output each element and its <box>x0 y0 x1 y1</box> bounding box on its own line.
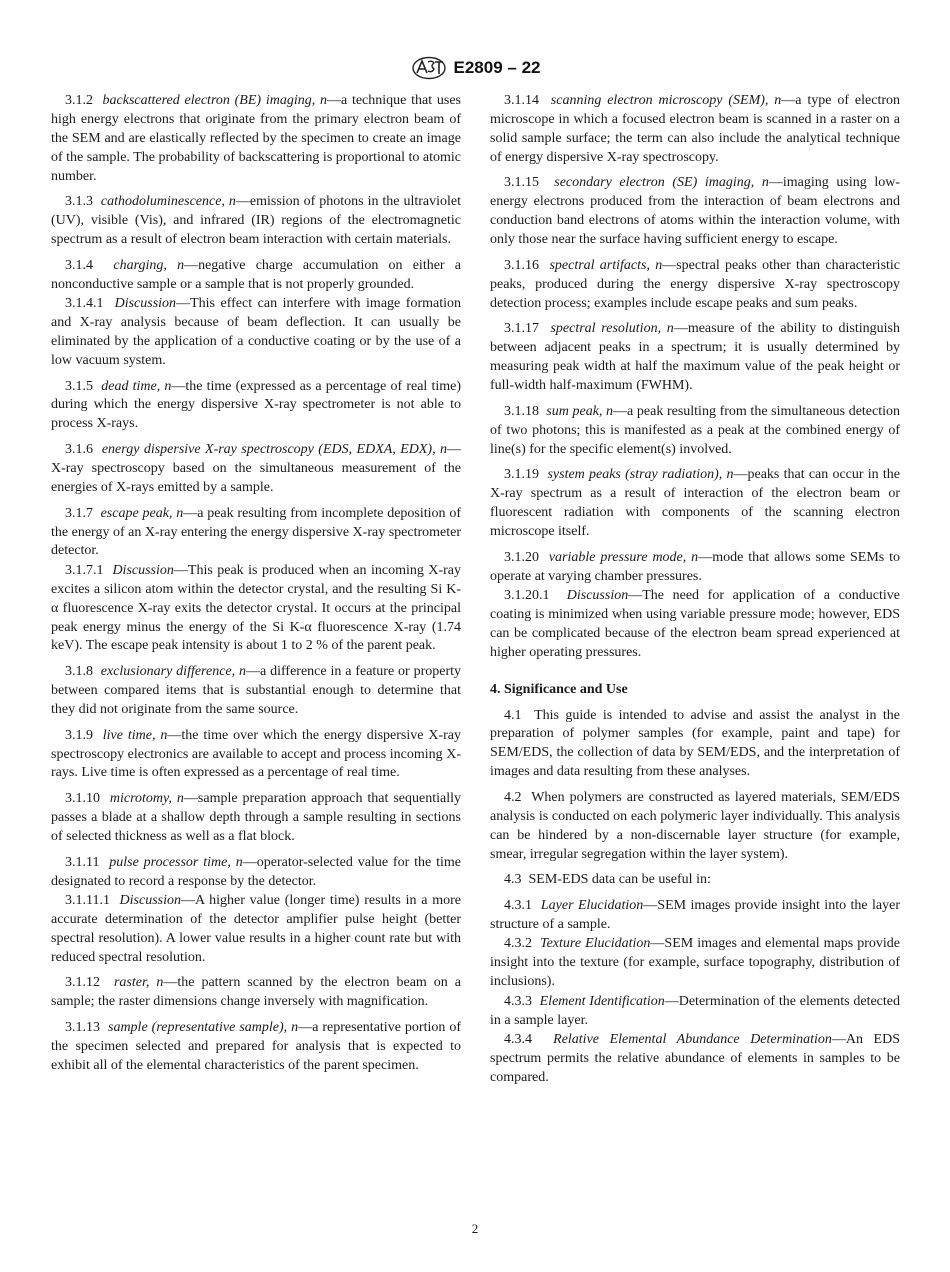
definition-paragraph <box>490 320 900 396</box>
definition-paragraph <box>490 935 900 992</box>
definition-paragraph <box>51 892 461 968</box>
definition-paragraph <box>51 257 461 295</box>
defined-term: sample (representative sample), n <box>108 1020 299 1036</box>
definition-paragraph <box>51 378 461 435</box>
definition-paragraph <box>51 854 461 892</box>
definition-text: This guide is intended to advise and assist the analyst in the preparation of polymer samples (for example, paint and tape) for SEM/EDS, the collection of data by SEM/EDS, and the interpretation of images and data resulting from these analyses. <box>490 707 901 780</box>
section-number: 3.1.8 <box>65 664 93 680</box>
definition-paragraph <box>490 587 900 663</box>
definition-text: —The need for application of a conductive coating is minimized when using variable pressure mode; however, EDS can be complicated because of the electron beam spread experienced at higher operating pressures. <box>490 588 901 660</box>
section-number: 3.1.20.1 <box>504 588 550 604</box>
definition-paragraph <box>490 707 900 783</box>
defined-term: Relative Elemental Abundance Determination <box>553 1031 832 1047</box>
defined-term: cathodoluminescence, n <box>100 194 236 210</box>
definition-paragraph <box>490 549 900 587</box>
definition-text: —the time (expressed as a percentage of real time) during which the energy dispersive X-ray spectrometer is not able to process X-rays. <box>51 378 461 432</box>
definition-paragraph <box>490 1031 900 1088</box>
definition-paragraph <box>490 257 900 314</box>
right-column <box>490 92 900 1094</box>
definition-paragraph <box>51 92 461 187</box>
defined-term: variable pressure mode, n <box>548 549 699 565</box>
section-number: 3.1.7.1 <box>65 562 104 578</box>
definition-text: —a peak resulting from the simultaneous detection of two photons; this is manifested as a peak at the combined energy of line(s) for the specific element(s) involved. <box>490 403 900 457</box>
left-column <box>51 92 461 1083</box>
defined-term: backscattered electron (BE) imaging, n <box>102 93 327 108</box>
definition-text: —peaks that can occur in the X-ray spectrum as a result of interaction of the electron beam or fluorescent radiation with components of the scanning electron microscope itself. <box>490 467 900 540</box>
section-number: 3.1.13 <box>65 1020 100 1036</box>
definition-paragraph <box>51 193 461 250</box>
definition-paragraph <box>490 466 900 542</box>
section-number: 4.3.4 <box>504 1031 532 1047</box>
definition-text: —imaging using low-energy electrons produced from the interaction of beam electrons and conduction band electrons of atoms within the interaction volume, with only those near the surface having sufficient energy to escape. <box>490 175 901 248</box>
definition-text: —the pattern scanned by the electron beam on a sample; the raster dimensions change inversely with magnification. <box>51 975 462 1010</box>
defined-term: Layer Elucidation <box>540 898 644 914</box>
section-number: 4.3.2 <box>504 936 532 952</box>
section-number: 3.1.11.1 <box>65 893 110 909</box>
definition-text: SEM-EDS data can be useful in: <box>528 872 711 888</box>
definition-paragraph <box>51 295 461 371</box>
definition-paragraph <box>490 403 900 460</box>
section-number: 4.1 <box>504 707 522 723</box>
defined-term: sum peak, n <box>546 403 614 419</box>
defined-term: energy dispersive X-ray spectroscopy (EDS, EDXA, EDX), n <box>101 442 448 458</box>
definition-paragraph <box>51 790 461 847</box>
defined-term: secondary electron (SE) imaging, n <box>554 175 769 191</box>
definition-text: —a peak resulting from incomplete deposition of the energy of an X-ray entering the energy dispersive X-ray spectrometer detector. <box>51 505 461 559</box>
section-number: 3.1.2 <box>65 93 93 108</box>
document-designation: E2809 – 22 <box>453 58 541 77</box>
section-number: 3.1.17 <box>504 321 539 337</box>
defined-term: dead time, n <box>101 378 172 394</box>
definition-paragraph <box>51 727 461 784</box>
definition-paragraph <box>51 441 461 498</box>
definition-text: —emission of photons in the ultraviolet (UV), visible (Vis), and infrared (IR) regions of the electromagnetic spectrum as a result of electron beam interaction with certain materials. <box>51 194 462 248</box>
definition-text: —Determination of the elements detected in a sample layer. <box>490 993 900 1028</box>
defined-term: Discussion <box>114 296 177 312</box>
definition-text: —This effect can interfere with image formation and X-ray analysis because of beam deflection. It can usually be eliminated by the application of a conductive coating or by the use of a low vacuum system. <box>51 296 461 368</box>
definition-paragraph <box>490 993 900 1031</box>
defined-term: charging, n <box>113 257 185 273</box>
defined-term: escape peak, n <box>100 505 184 521</box>
section-number: 3.1.4.1 <box>65 296 104 312</box>
section-number: 3.1.11 <box>65 854 100 870</box>
definition-text: —SEM images provide insight into the layer structure of a sample. <box>490 898 901 933</box>
section-number: 3.1.20 <box>504 549 539 565</box>
defined-term: Discussion <box>566 588 629 604</box>
section-number: 3.1.3 <box>65 194 93 210</box>
definition-text: —measure of the ability to distinguish between adjacent peaks in a spectrum; it is usually determined by measuring peak width at half the maximum value of the peak height or full-width half-maximum (FWHM). <box>490 321 901 394</box>
defined-term: spectral resolution, n <box>550 321 674 337</box>
defined-term: Texture Elucidation <box>540 936 651 952</box>
defined-term: scanning electron microscopy (SEM), n <box>550 93 782 108</box>
defined-term: spectral artifacts, n <box>549 257 663 273</box>
defined-term: Discussion <box>119 893 181 909</box>
definition-paragraph <box>490 789 900 865</box>
defined-term: live time, n <box>102 727 168 743</box>
definition-text: —a representative portion of the specimen selected and prepared for analysis that is expected to exhibit all of the elemental characteristics of the parent specimen. <box>51 1020 462 1073</box>
section-number: 3.1.6 <box>65 442 93 458</box>
defined-term: pulse processor time, n <box>109 854 243 870</box>
definition-text: —sample preparation approach that sequentially passes a blade at a shallow depth through a sample resulting in sections of selected thickness as well as a flat block. <box>51 791 461 844</box>
definition-paragraph <box>51 1019 461 1076</box>
astm-logo-icon <box>410 56 448 80</box>
definition-text: —This peak is produced when an incoming X-ray excites a silicon atom within the detector crystal, and the resulting Si K-α fluorescence X-ray exits the detector crystal. It occurs at the principal peak energy minus the energy of the Si K-α fluorescence X-ray (1.74 keV). The escape peak intensity is about 1 to 2 % of the parent peak. <box>51 562 461 654</box>
section-number: 3.1.5 <box>65 378 93 394</box>
definition-text: —negative charge accumulation on either a nonconductive sample or a sample that is not properly grounded. <box>51 257 461 292</box>
definition-text: —operator-selected value for the time designated to record a response by the detector. <box>51 854 462 889</box>
definition-text: —SEM images and elemental maps provide insight into the texture (for example, surface topography, distribution of inclusions). <box>490 936 900 990</box>
defined-term: raster, n <box>113 975 164 991</box>
definition-text: —a technique that uses high energy electrons that originate from the primary electron beam of the SEM and are elastically reflected by the specimen to create an image of the sample. The probability of backscattering is proportional to atomic number. <box>51 93 461 184</box>
page-number: 2 <box>471 1221 479 1236</box>
definition-paragraph <box>490 871 900 890</box>
section-number: 4.3 <box>504 872 522 888</box>
definition-paragraph <box>490 174 900 250</box>
definition-text: —X-ray spectroscopy based on the simultaneous measurement of the energies of X-rays emitted by a sample. <box>51 442 462 495</box>
definition-paragraph <box>490 897 900 935</box>
definition-paragraph <box>51 505 461 562</box>
section-number: 4.2 <box>504 789 522 805</box>
section-number: 3.1.4 <box>65 257 93 273</box>
section-number: 4.3.3 <box>504 993 532 1009</box>
definition-text: —spectral peaks other than characteristic peaks, produced during the energy dispersive X-ray spectroscopy detection process; examples include escape peaks and sum peaks. <box>490 257 901 311</box>
definition-text: —a difference in a feature or property between compared items that is substantial enough to determine that they did not originate from the same source. <box>51 664 462 717</box>
definition-text: —An EDS spectrum permits the relative abundance of elements in samples to be compared. <box>490 1031 900 1085</box>
section-heading: 4. Significance and Use <box>490 681 628 697</box>
section-number: 3.1.18 <box>504 403 539 419</box>
defined-term: Element Identification <box>539 993 665 1009</box>
definition-paragraph <box>51 562 461 657</box>
section-number: 3.1.16 <box>504 257 539 273</box>
definition-text: —mode that allows some SEMs to operate at varying chamber pressures. <box>490 549 901 584</box>
section-number: 3.1.10 <box>65 791 100 807</box>
defined-term: exclusionary difference, n <box>100 664 247 680</box>
definition-paragraph <box>51 663 461 720</box>
section-number: 3.1.9 <box>65 727 93 743</box>
definition-text: When polymers are constructed as layered materials, SEM/EDS analysis is conducted on each polymeric layer individually. This analysis can be hindered by a non-discernable layer structure (for example, smear, irregular segregation within the layer system). <box>490 789 900 862</box>
definition-paragraph <box>490 92 900 168</box>
section-number: 3.1.14 <box>504 93 539 108</box>
definition-text: —A higher value (longer time) results in a more accurate determination of the detector amplifier pulse height (better spectral resolution). A lower value results in a higher count rate but with reduced spectral resolution. <box>51 893 461 965</box>
definition-text: —the time over which the energy dispersive X-ray spectroscopy electronics are available to accept and process incoming X-rays. Live time is often expressed as a percentage of real time. <box>51 727 462 781</box>
page-header <box>0 56 950 82</box>
defined-term: Discussion <box>112 562 174 578</box>
definition-text: —a type of electron microscope in which a focused electron beam is scanned in a raster on a solid sample surface; the term can also include the analytical technique of energy dispersive X-ray spectroscopy. <box>490 93 901 165</box>
defined-term: microtomy, n <box>109 791 184 807</box>
section-number: 3.1.12 <box>65 975 100 991</box>
section-number: 3.1.15 <box>504 175 539 191</box>
section-number: 3.1.19 <box>504 467 539 483</box>
defined-term: system peaks (stray radiation), n <box>547 467 734 483</box>
section-number: 4.3.1 <box>504 898 532 914</box>
definition-paragraph <box>51 974 461 1012</box>
section-number: 3.1.7 <box>65 505 93 521</box>
